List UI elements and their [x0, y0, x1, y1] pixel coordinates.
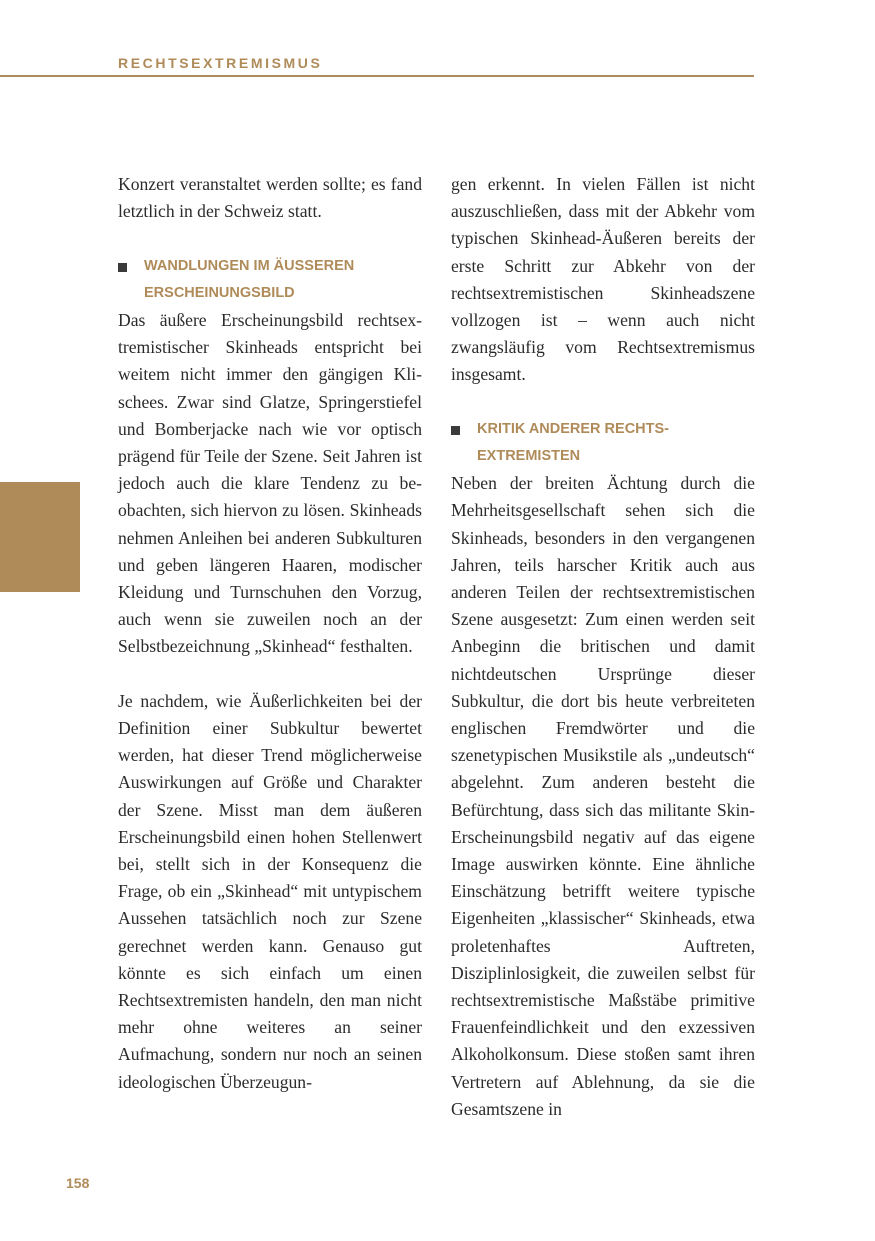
section-heading-line: WANDLUNGEN IM ÄUSSEREN: [144, 257, 355, 274]
square-bullet-icon: [451, 426, 460, 435]
section-heading-line: KRITIK ANDERER RECHTS-: [477, 420, 669, 437]
page-number: 158: [66, 1175, 90, 1191]
square-bullet-icon: [118, 263, 127, 272]
left-column: [118, 171, 422, 1096]
body-paragraph: Neben der breiten Ächtung durch die Mehrheitsgesellschaft sehen sich die Skinheads, besonders in den vergangenen Jahren, teils harscher Kritik auch aus anderen Teilen der rechtsextremistischen Szene ausgesetzt: Zum einen werden seit Anbeginn die britischen und damit nichtdeutschen Ursprünge dieser Subkultur, die dort bis heute verbreiteten englischen Fremdwörter und die szenetypischen Musikstile als „undeutsch“ abgelehnt. Zum anderen besteht die Befürchtung, dass sich das militante Skin-Erscheinungsbild negativ auf das eigene Image auswirken könnte. Eine ähnliche Einschätzung betrifft weitere typische Eigenheiten „klassischer“ Skinheads, etwa proletenhaftes Auftreten, Disziplinlosigkeit, die zuweilen selbst für rechtsextremistische Maßstäbe primitive Frauenfeindlichkeit und den exzessiven Alkoholkonsum. Diese stoßen samt ihren Vertretern auf Ablehnung, da sie die Gesamtszene in: [451, 473, 755, 1119]
section-heading-kritik: [451, 416, 755, 470]
chapter-side-marker: [0, 482, 80, 592]
running-head-title: RECHTSEXTREMISMUS: [118, 55, 323, 71]
body-paragraph: gen erkennt. In vielen Fällen ist nicht auszuschließen, dass mit der Abkehr vom typischen Skinhead-Äußeren bereits der erste Schritt zur Abkehr von der rechtsextremistischen Skinheadszene vollzogen ist – wenn auch nicht zwangsläufig vom Rechtsextremismus insgesamt.: [451, 174, 755, 385]
body-paragraph: Das äußere Erscheinungsbild rechtsextremistischer Skinheads entspricht bei weitem nicht immer den gängigen Klischees. Zwar sind Glatze, Springerstiefel und Bomberjacke nach wie vor optisch prägend für Teile der Szene. Seit Jahren ist jedoch auch die klare Tendenz zu beobachten, sich hiervon zu lösen. Skinheads nehmen Anleihen bei anderen Subkulturen und geben längeren Haaren, modischer Kleidung und Turnschuhen den Vorzug, auch wenn sie zuweilen noch an der Selbstbezeichnung „Skinhead“ festhalten.: [118, 310, 422, 657]
section-heading-line: ERSCHEINUNGSBILD: [144, 284, 295, 301]
body-paragraph: Je nachdem, wie Äußerlichkeiten bei der Definition einer Subkultur bewertet werden, hat dieser Trend möglicherweise Auswirkungen auf Größe und Charakter der Szene. Misst man dem äußeren Erscheinungsbild einen hohen Stellenwert bei, stellt sich in der Konsequenz die Frage, ob ein „Skinhead“ mit untypischem Aussehen tatsächlich noch zur Szene gerechnet werden kann. Genauso gut könnte es sich einfach um einen Rechtsextremisten handeln, den man nicht mehr ohne weiteres an seiner Aufmachung, sondern nur noch an seinen ideologischen Überzeugun-: [118, 690, 422, 1092]
section-heading-line: EXTREMISTEN: [477, 448, 581, 465]
right-column: [451, 171, 755, 1123]
header-rule: [0, 75, 754, 77]
intro-paragraph: Konzert veranstaltet werden sollte; es fand letztlich in der Schweiz statt.: [118, 174, 422, 222]
section-heading-wandlungen: [118, 253, 422, 307]
